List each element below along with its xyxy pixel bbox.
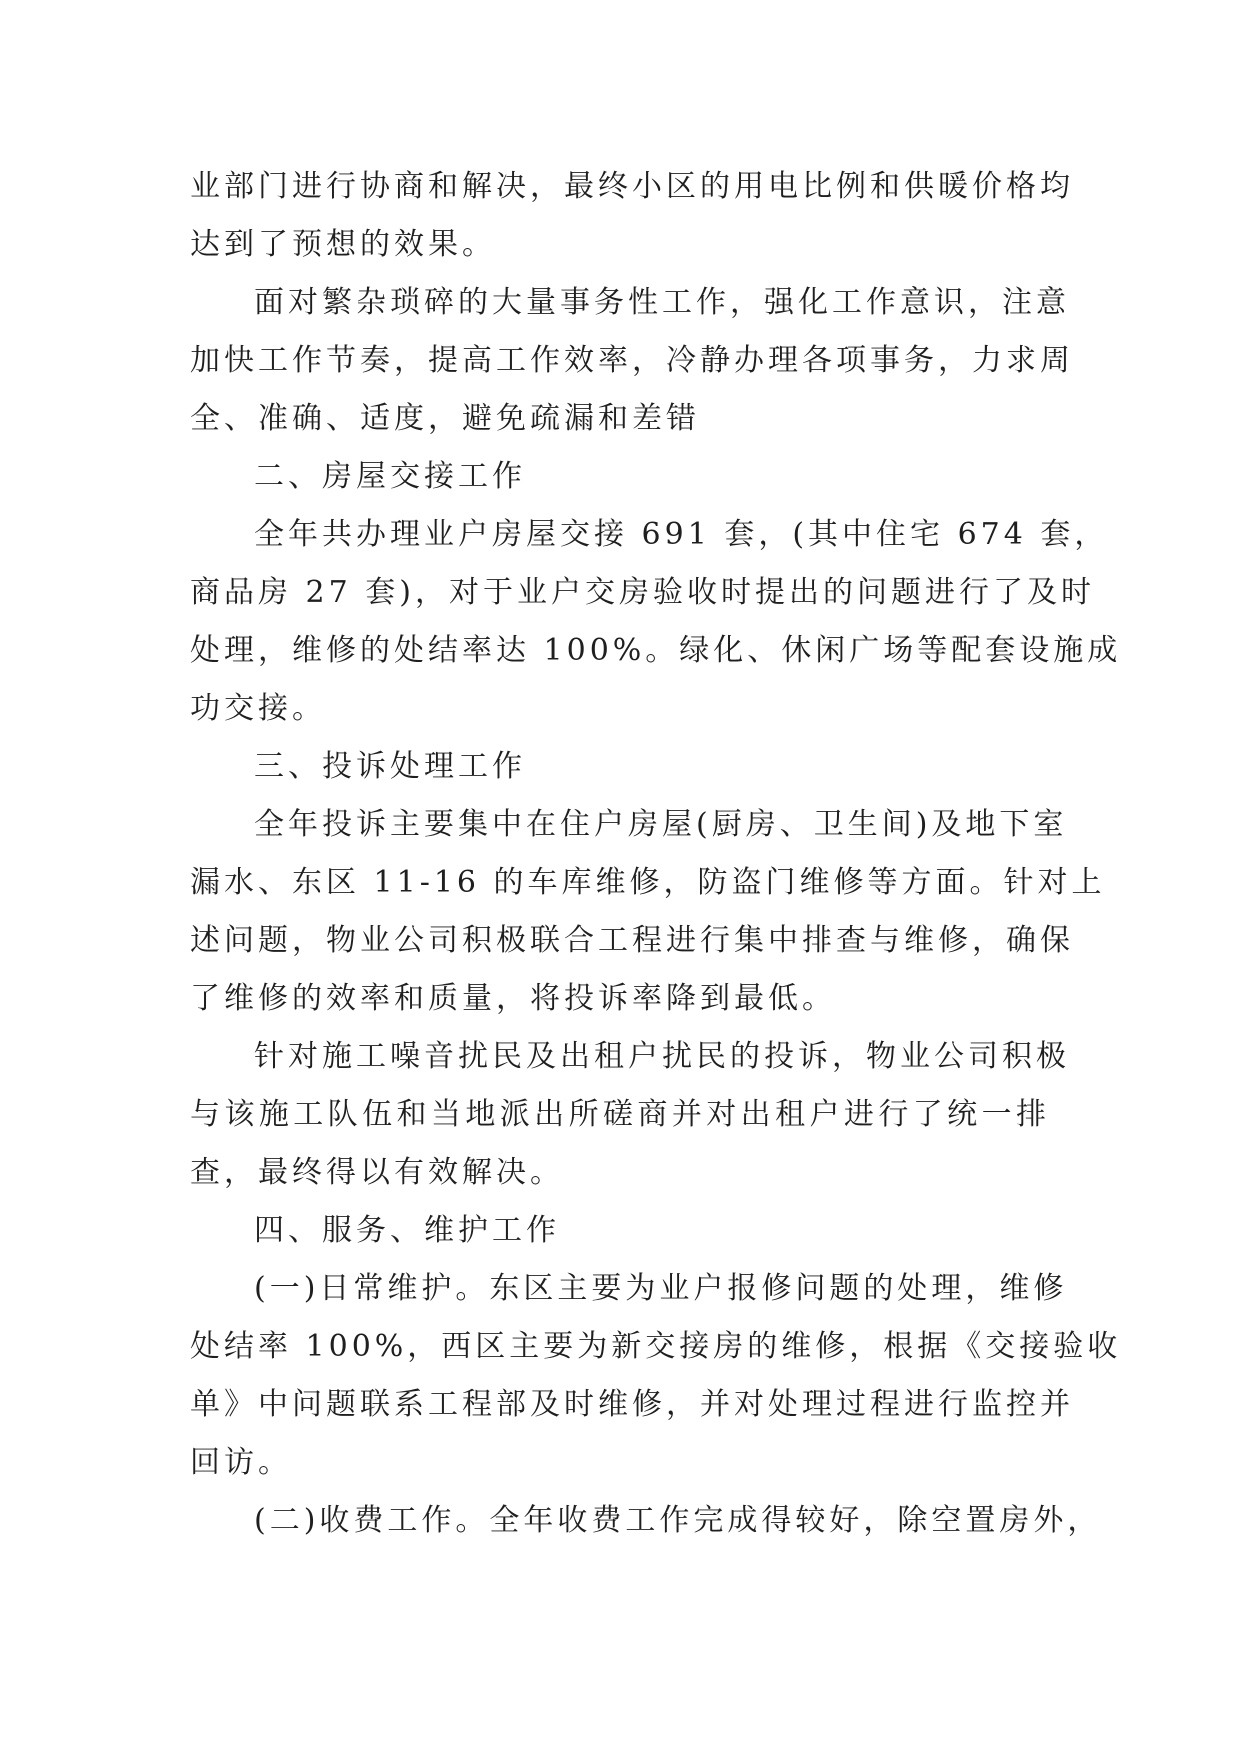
text-line: 回访。	[190, 1445, 292, 1480]
text-line: 了维修的效率和质量，将投诉率降到最低。	[190, 981, 836, 1016]
text-line: 加快工作节奏，提高工作效率，冷静办理各项事务，力求周	[190, 343, 1074, 378]
section-heading: 四、服务、维护工作	[254, 1213, 560, 1248]
text-line: 达到了预想的效果。	[190, 227, 496, 262]
text-line: 与该施工队伍和当地派出所磋商并对出租户进行了统一排	[190, 1097, 1050, 1132]
text-line: 全、准确、适度，避免疏漏和差错	[190, 401, 700, 436]
text-line: (一)日常维护。东区主要为业户报修问题的处理，维修	[254, 1271, 1068, 1306]
text-line: 业部门进行协商和解决，最终小区的用电比例和供暖价格均	[190, 169, 1074, 204]
text-line: (二)收费工作。全年收费工作完成得较好，除空置房外，	[254, 1503, 1102, 1538]
text-line: 全年投诉主要集中在住户房屋(厨房、卫生间)及地下室	[254, 807, 1068, 842]
text-line: 全年共办理业户房屋交接 691 套，(其中住宅 674 套，	[254, 517, 1109, 552]
text-line: 漏水、东区 11-16 的车库维修，防盗门维修等方面。针对上	[190, 865, 1106, 900]
text-line: 单》中问题联系工程部及时维修，并对处理过程进行监控并	[190, 1387, 1074, 1422]
section-heading: 三、投诉处理工作	[254, 749, 526, 784]
text-line: 功交接。	[190, 691, 326, 726]
text-line: 查，最终得以有效解决。	[190, 1155, 564, 1190]
document-body	[190, 158, 1122, 1550]
text-line: 述问题，物业公司积极联合工程进行集中排查与维修，确保	[190, 923, 1074, 958]
text-line: 处理，维修的处结率达 100%。绿化、休闲广场等配套设施成	[190, 633, 1122, 668]
text-line: 针对施工噪音扰民及出租户扰民的投诉，物业公司积极	[254, 1039, 1070, 1074]
text-line: 商品房 27 套)，对于业户交房验收时提出的问题进行了及时	[190, 575, 1095, 610]
text-line: 处结率 100%，西区主要为新交接房的维修，根据《交接验收	[190, 1329, 1122, 1364]
text-line: 面对繁杂琐碎的大量事务性工作，强化工作意识，注意	[254, 285, 1070, 320]
section-heading: 二、房屋交接工作	[254, 459, 526, 494]
